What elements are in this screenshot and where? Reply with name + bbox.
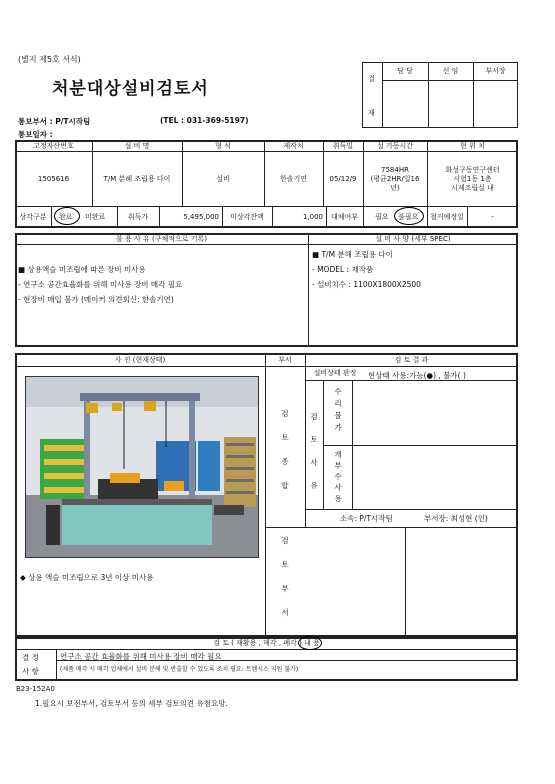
deprec-done-circle: [54, 207, 80, 225]
report-dept: 통보부서 : P/T시작팀: [18, 117, 91, 126]
decision-header-selected: 매각: [263, 639, 277, 647]
deprec-not: 미완료: [85, 213, 106, 221]
equipment-photo-art: [26, 377, 258, 557]
decision-line-1: 연구소 공간 효율화를 위해 미사용 장비 매각 필요: [60, 652, 222, 661]
repair-impossible-label: [333, 386, 343, 434]
repair-char-4: 가: [334, 423, 342, 432]
book-label: 미상각잔액: [230, 213, 264, 221]
review-manager: 부서장: 최성현 (인): [424, 514, 488, 523]
repair-char-3: 불: [334, 411, 342, 420]
summary-char-1: 검: [281, 409, 289, 418]
acq-value: 5,495,000: [183, 213, 219, 221]
spec-header: 설 비 사 양 (세부 SPEC): [375, 234, 451, 243]
review-dept-header: 부서: [278, 355, 292, 364]
reason-header: 불 용 사 유 (구체적으로 기록): [116, 234, 207, 243]
removal-label: 철거예정일: [430, 213, 464, 221]
equipment-photo: [25, 376, 259, 558]
run-hours: 7584HR (평균2HR/일16 년): [370, 165, 420, 192]
review-dept-label: [280, 534, 290, 619]
deprec-done: 완료: [59, 213, 73, 221]
repair-char-2: 리: [334, 399, 342, 408]
col-asset-no: 고정자산번호: [33, 141, 74, 150]
review-reason-label: [309, 410, 319, 492]
footnote: 1.필요시 보전부서, 검토부서 등의 세부 검토의견 유첨요망.: [35, 699, 228, 708]
dept-char-4: 서: [281, 608, 289, 617]
status-label: 설비상태 판정: [313, 369, 357, 377]
reason-line-1: ■ 상용액슬 미조립에 따른 장비 미사용: [18, 265, 146, 274]
decision-label-1: 결 정: [22, 653, 39, 662]
report-date: 통보일자 :: [18, 130, 53, 139]
equip-type: 설비: [216, 174, 230, 183]
deprec-label: 상각구분: [19, 213, 47, 221]
reason-line-3: - 현장비 매입 불가 (메이커 의견회신: 한솔기연): [18, 295, 174, 304]
improve-char-4: 사: [334, 483, 342, 492]
approval-label-1: 결: [368, 75, 375, 83]
improve-char-3: 수: [334, 472, 342, 481]
improve-char-1: 개: [334, 450, 342, 459]
col-type: 형 식: [215, 141, 231, 150]
report-tel: (TEL : 031-369-5197): [160, 116, 249, 125]
reason-char-3: 사: [310, 458, 318, 467]
col-maker: 제작처: [283, 141, 304, 150]
approval-col-head: 부서장: [485, 66, 506, 75]
rental-noneed-circle: [394, 207, 424, 225]
doc-code: B23-152A0: [16, 685, 55, 693]
summary-char-4: 합: [281, 481, 289, 490]
asset-no: 1505616: [37, 174, 70, 183]
spec-line-3: - 설비치수 : 1100X1800X2500: [312, 280, 421, 289]
col-run-hours: 설 가동시간: [376, 141, 414, 150]
dept-char-3: 부: [281, 584, 289, 593]
acq-date: 05/12/9: [329, 174, 357, 183]
decision-header: [15, 638, 518, 649]
photo-caption: ◆ 상용 액슬 미조립으로 3년 이상 미사용: [20, 573, 154, 582]
reason-line-2: - 연구소 공간효율화를 위해 미사용 장비 매각 필요: [18, 280, 183, 289]
review-affiliation: 소속: P/T시작팀: [340, 514, 393, 523]
reason-char-4: 유: [310, 481, 318, 490]
removal-value: -: [491, 213, 494, 221]
summary-char-2: 토: [281, 433, 289, 442]
decision-selected-circle: [298, 636, 322, 650]
acq-label: 취득가: [127, 213, 149, 221]
summary-char-3: 종: [281, 457, 289, 466]
book-value: 1,000: [302, 213, 323, 221]
approval-col-senior: 선 임: [442, 66, 459, 75]
decision-header-post: , 폐각 ) 내 용: [278, 639, 320, 647]
maker: 한솔기연: [279, 174, 308, 183]
col-location: 현 위 치: [460, 141, 485, 150]
approval-col-staff: 담 당: [397, 66, 413, 75]
location: 화성구동연구센터 시험1동 1층 시제조립실 내: [445, 165, 500, 192]
improve-reuse-label: [333, 449, 343, 504]
reason-char-2: 토: [310, 435, 318, 444]
improve-char-2: 부: [334, 461, 342, 470]
page-title: 처분대상설비검토서: [52, 79, 209, 99]
decision-label-2: 사 항: [22, 667, 39, 676]
dept-char-2: 토: [281, 560, 289, 569]
decision-line-2: (제품 매각 시 매각 업체에서 설비 분해 및 반출할 수 있도록 조치 필요: 트랜시스 지원 불가): [60, 666, 299, 673]
status-text: 현상태 사용:가능(●) , 불가( ): [368, 371, 466, 380]
equip-name: T/M 분해 조립용 다이: [103, 174, 171, 183]
rental-need: 필요: [375, 213, 389, 221]
rental-noneed: 불필요: [398, 213, 419, 221]
review-result-header: 검 토 결 과: [394, 355, 429, 364]
decision-header-pre: 검 토 ( 재활용 ,: [213, 639, 261, 647]
improve-char-5: 용: [334, 494, 342, 503]
reason-char-1: 검: [310, 412, 318, 421]
form-number: (별지 제5호 서식): [18, 55, 81, 64]
approval-label-2: 재: [368, 109, 375, 117]
rental-label: 대체여부: [330, 213, 359, 221]
review-summary-label: [280, 407, 290, 492]
col-equip-name: 설 비 명: [124, 141, 150, 150]
spec-line-1: ■ T/M 분해 조립용 다이: [312, 250, 393, 259]
col-acq-date: 취득일: [332, 141, 354, 150]
photo-header: 사 진 (현재상태): [114, 355, 166, 364]
dept-char-1: 검: [281, 536, 289, 545]
spec-line-2: - MODEL : 제작품: [312, 265, 374, 274]
repair-char-1: 수: [334, 387, 342, 396]
